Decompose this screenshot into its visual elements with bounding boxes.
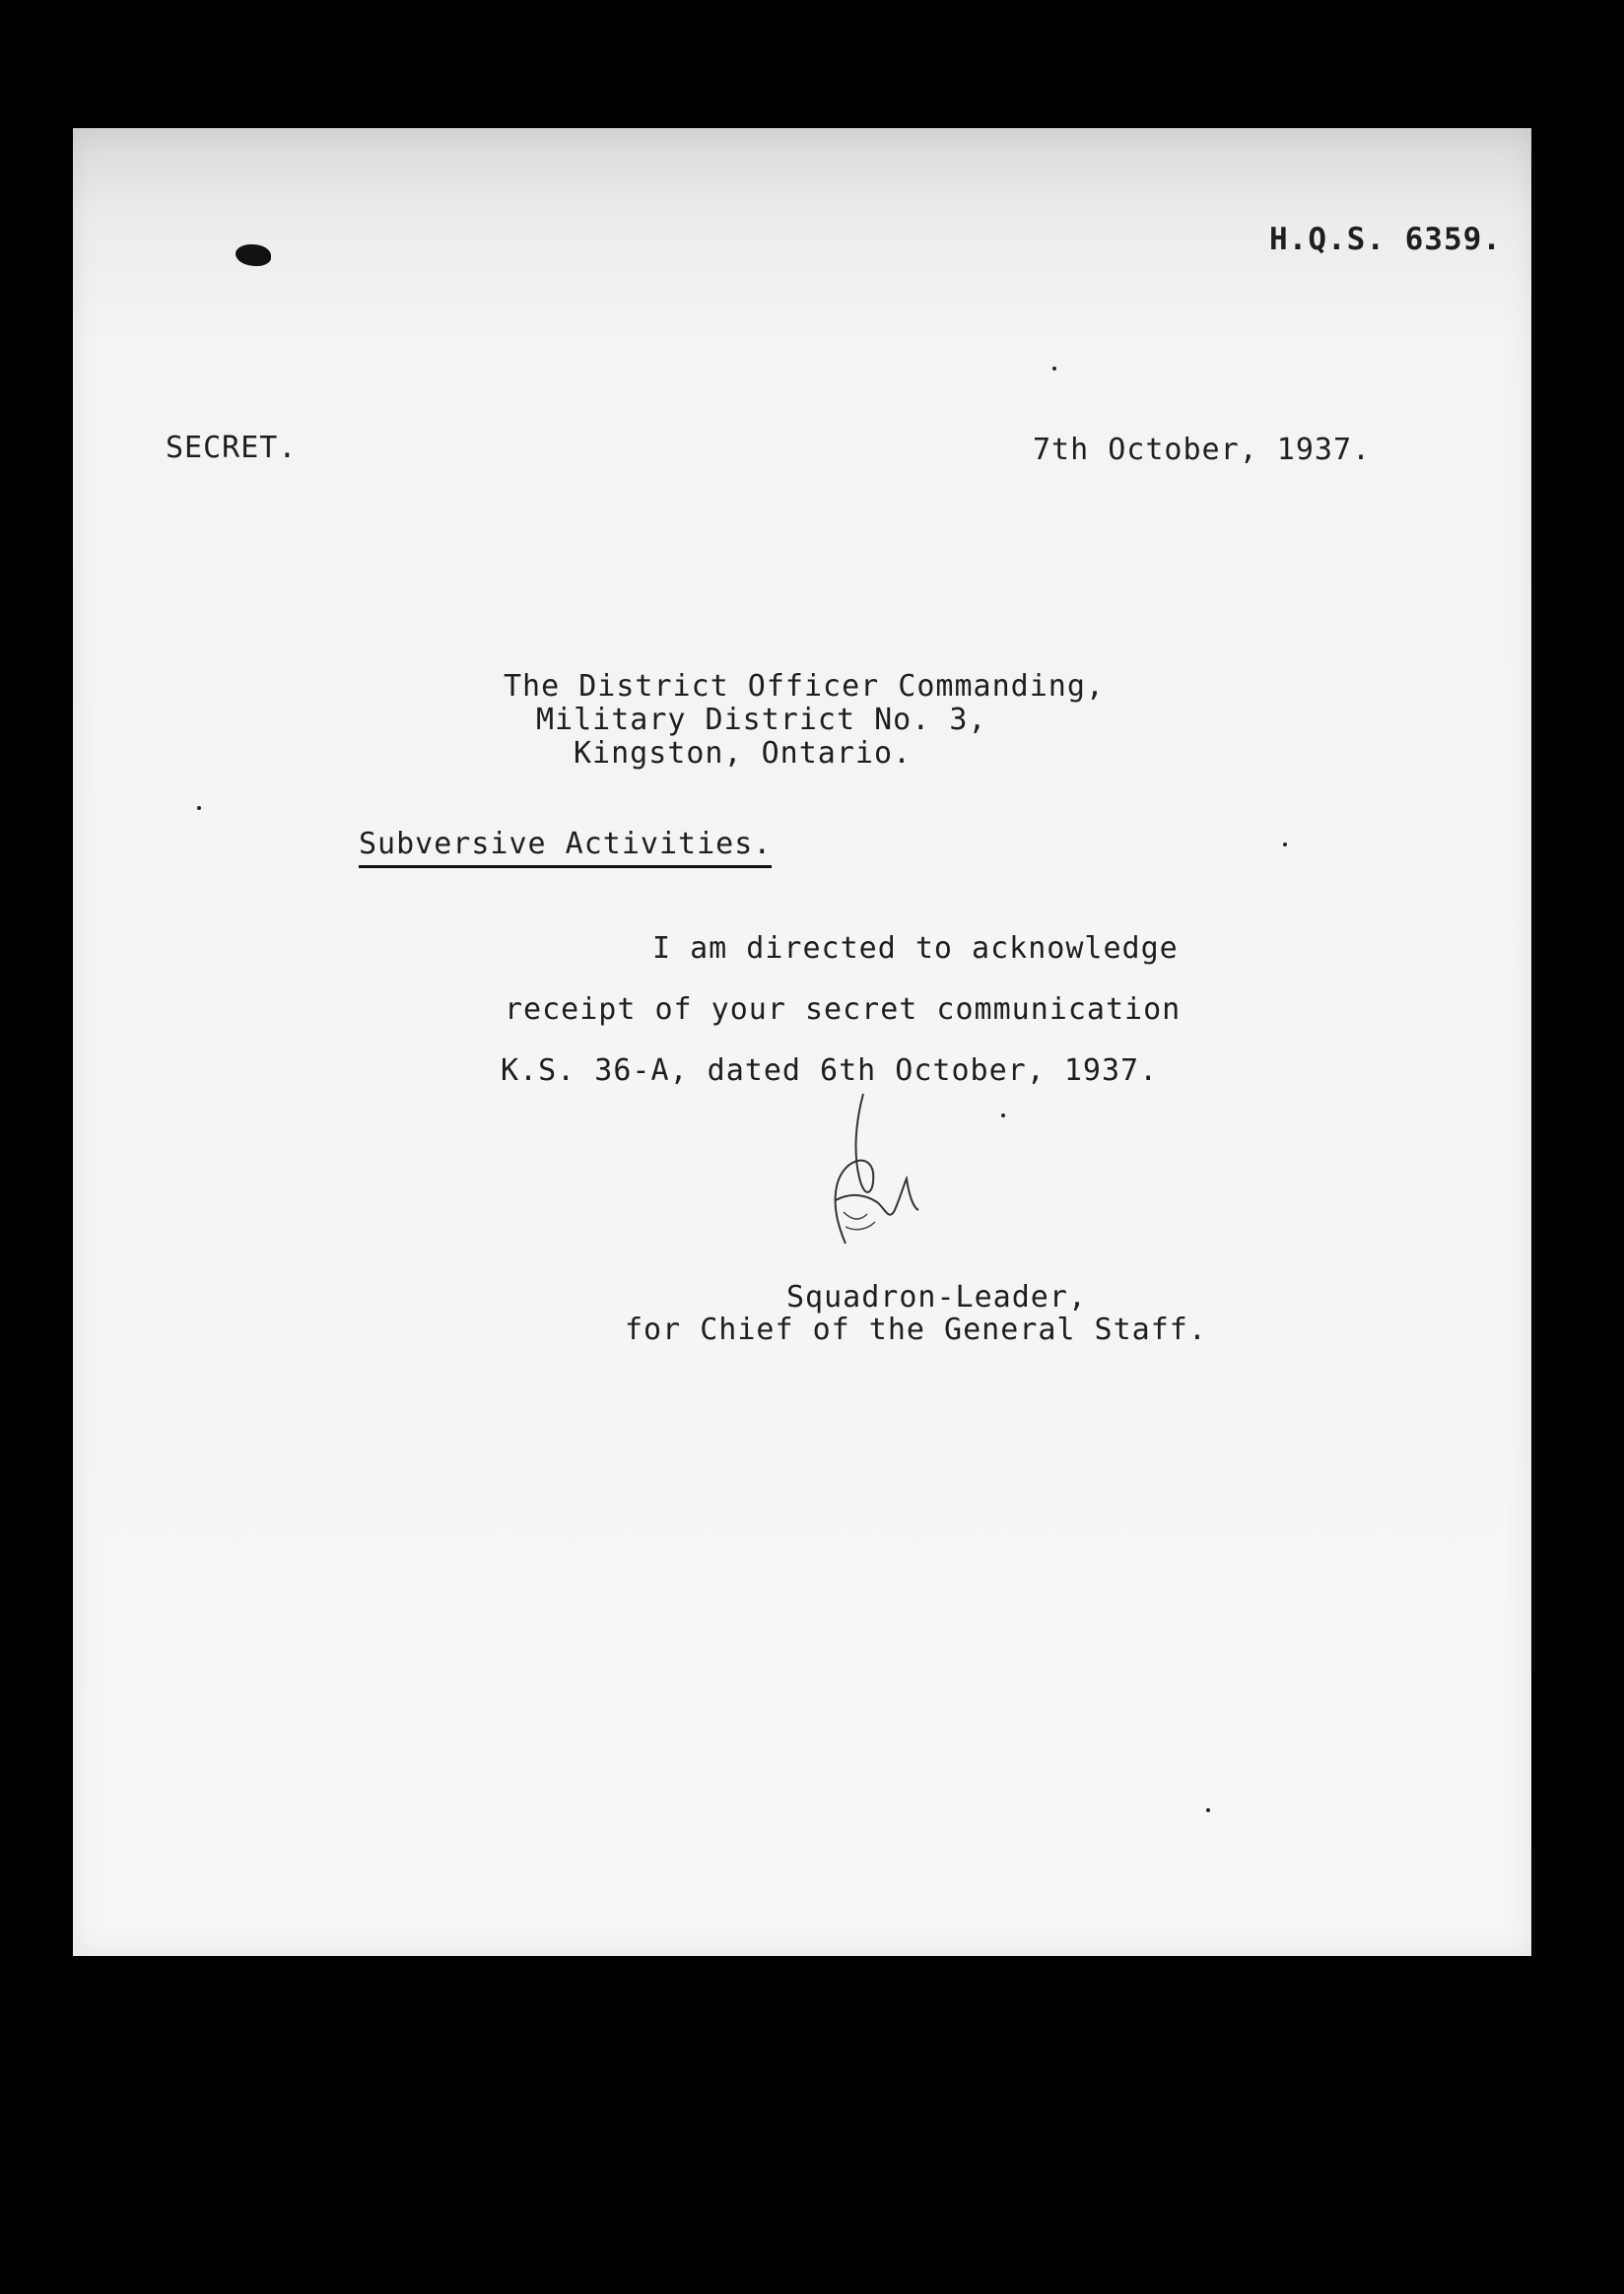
- paper-speck: [1052, 367, 1056, 371]
- classification-mark: SECRET.: [166, 431, 298, 465]
- addressee-line: The District Officer Commanding,: [504, 669, 1105, 704]
- letter-date: 7th October, 1937.: [1033, 433, 1372, 467]
- addressee-line: Kingston, Ontario.: [574, 736, 913, 771]
- body-line: receipt of your secret communication: [505, 992, 1182, 1027]
- signatory-on-behalf-of: for Chief of the General Staff.: [625, 1313, 1207, 1347]
- addressee-line: Military District No. 3,: [536, 703, 987, 737]
- ink-blot: [236, 244, 271, 266]
- paper-speck: [1206, 1808, 1210, 1812]
- signatory-rank: Squadron-Leader,: [786, 1280, 1087, 1315]
- handwritten-signature: [816, 1084, 954, 1251]
- subject-heading: Subversive Activities.: [359, 830, 772, 868]
- paper-speck: [1001, 1113, 1005, 1117]
- paper-speck: [197, 806, 201, 810]
- paper-speck: [1283, 843, 1287, 846]
- file-reference: H.Q.S. 6359.: [1269, 222, 1502, 257]
- body-line: I am directed to acknowledge: [652, 931, 1179, 966]
- document-page: [73, 128, 1531, 1956]
- body-line: K.S. 36-A, dated 6th October, 1937.: [501, 1053, 1159, 1088]
